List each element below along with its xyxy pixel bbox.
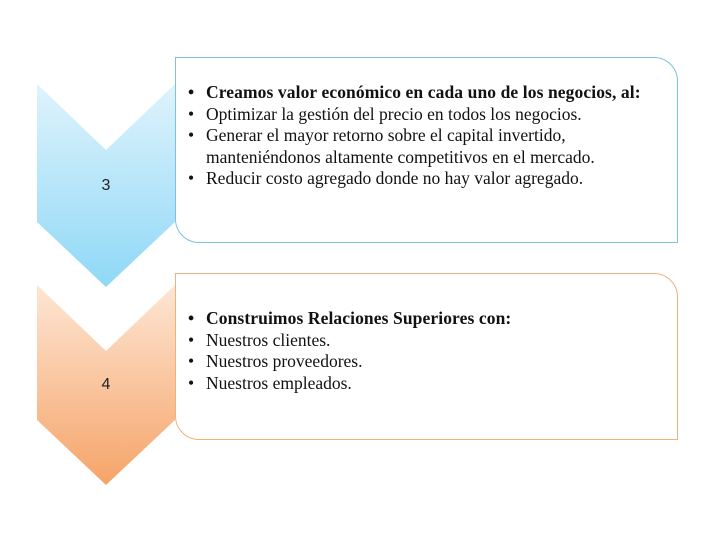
step-number-3: 3 [101,177,111,194]
bullet-icon: • [188,351,195,371]
step-number-4: 4 [101,376,111,393]
bullet-item [184,373,669,395]
step-4-bullet-list [184,308,669,394]
step-4-text-panel [175,273,678,440]
step-3-text-panel [175,57,678,243]
bullet-icon: • [188,308,195,328]
bullet-text: Construimos Relaciones Superiores con: [206,308,512,328]
bullet-item [184,82,669,104]
bullet-text: Nuestros empleados. [206,372,352,393]
bullet-text: Nuestros clientes. [206,329,331,350]
bullet-icon: • [188,168,195,188]
bullet-icon: • [188,329,195,350]
bullet-text: Creamos valor económico en cada uno de los negocios, al: [206,82,641,102]
bullet-item [184,104,669,126]
bullet-icon: • [188,125,195,145]
bullet-icon: • [188,82,195,102]
bullet-item [184,125,669,168]
bullet-icon: • [188,372,195,393]
bullet-item [184,330,669,352]
bullet-text: Reducir costo agregado donde no hay valor agregado. [206,168,584,188]
bullet-item [184,168,669,190]
step-3-bullet-list [184,82,669,190]
bullet-text: Nuestros proveedores. [206,351,363,371]
bullet-item [184,308,669,330]
bullet-icon: • [188,103,195,124]
bullet-text: Optimizar la gestión del precio en todos los negocios. [206,103,582,124]
bullet-text: Generar el mayor retorno sobre el capital invertido, manteniéndonos altamente competitivos en el mercado. [206,125,595,167]
bullet-item [184,351,669,373]
